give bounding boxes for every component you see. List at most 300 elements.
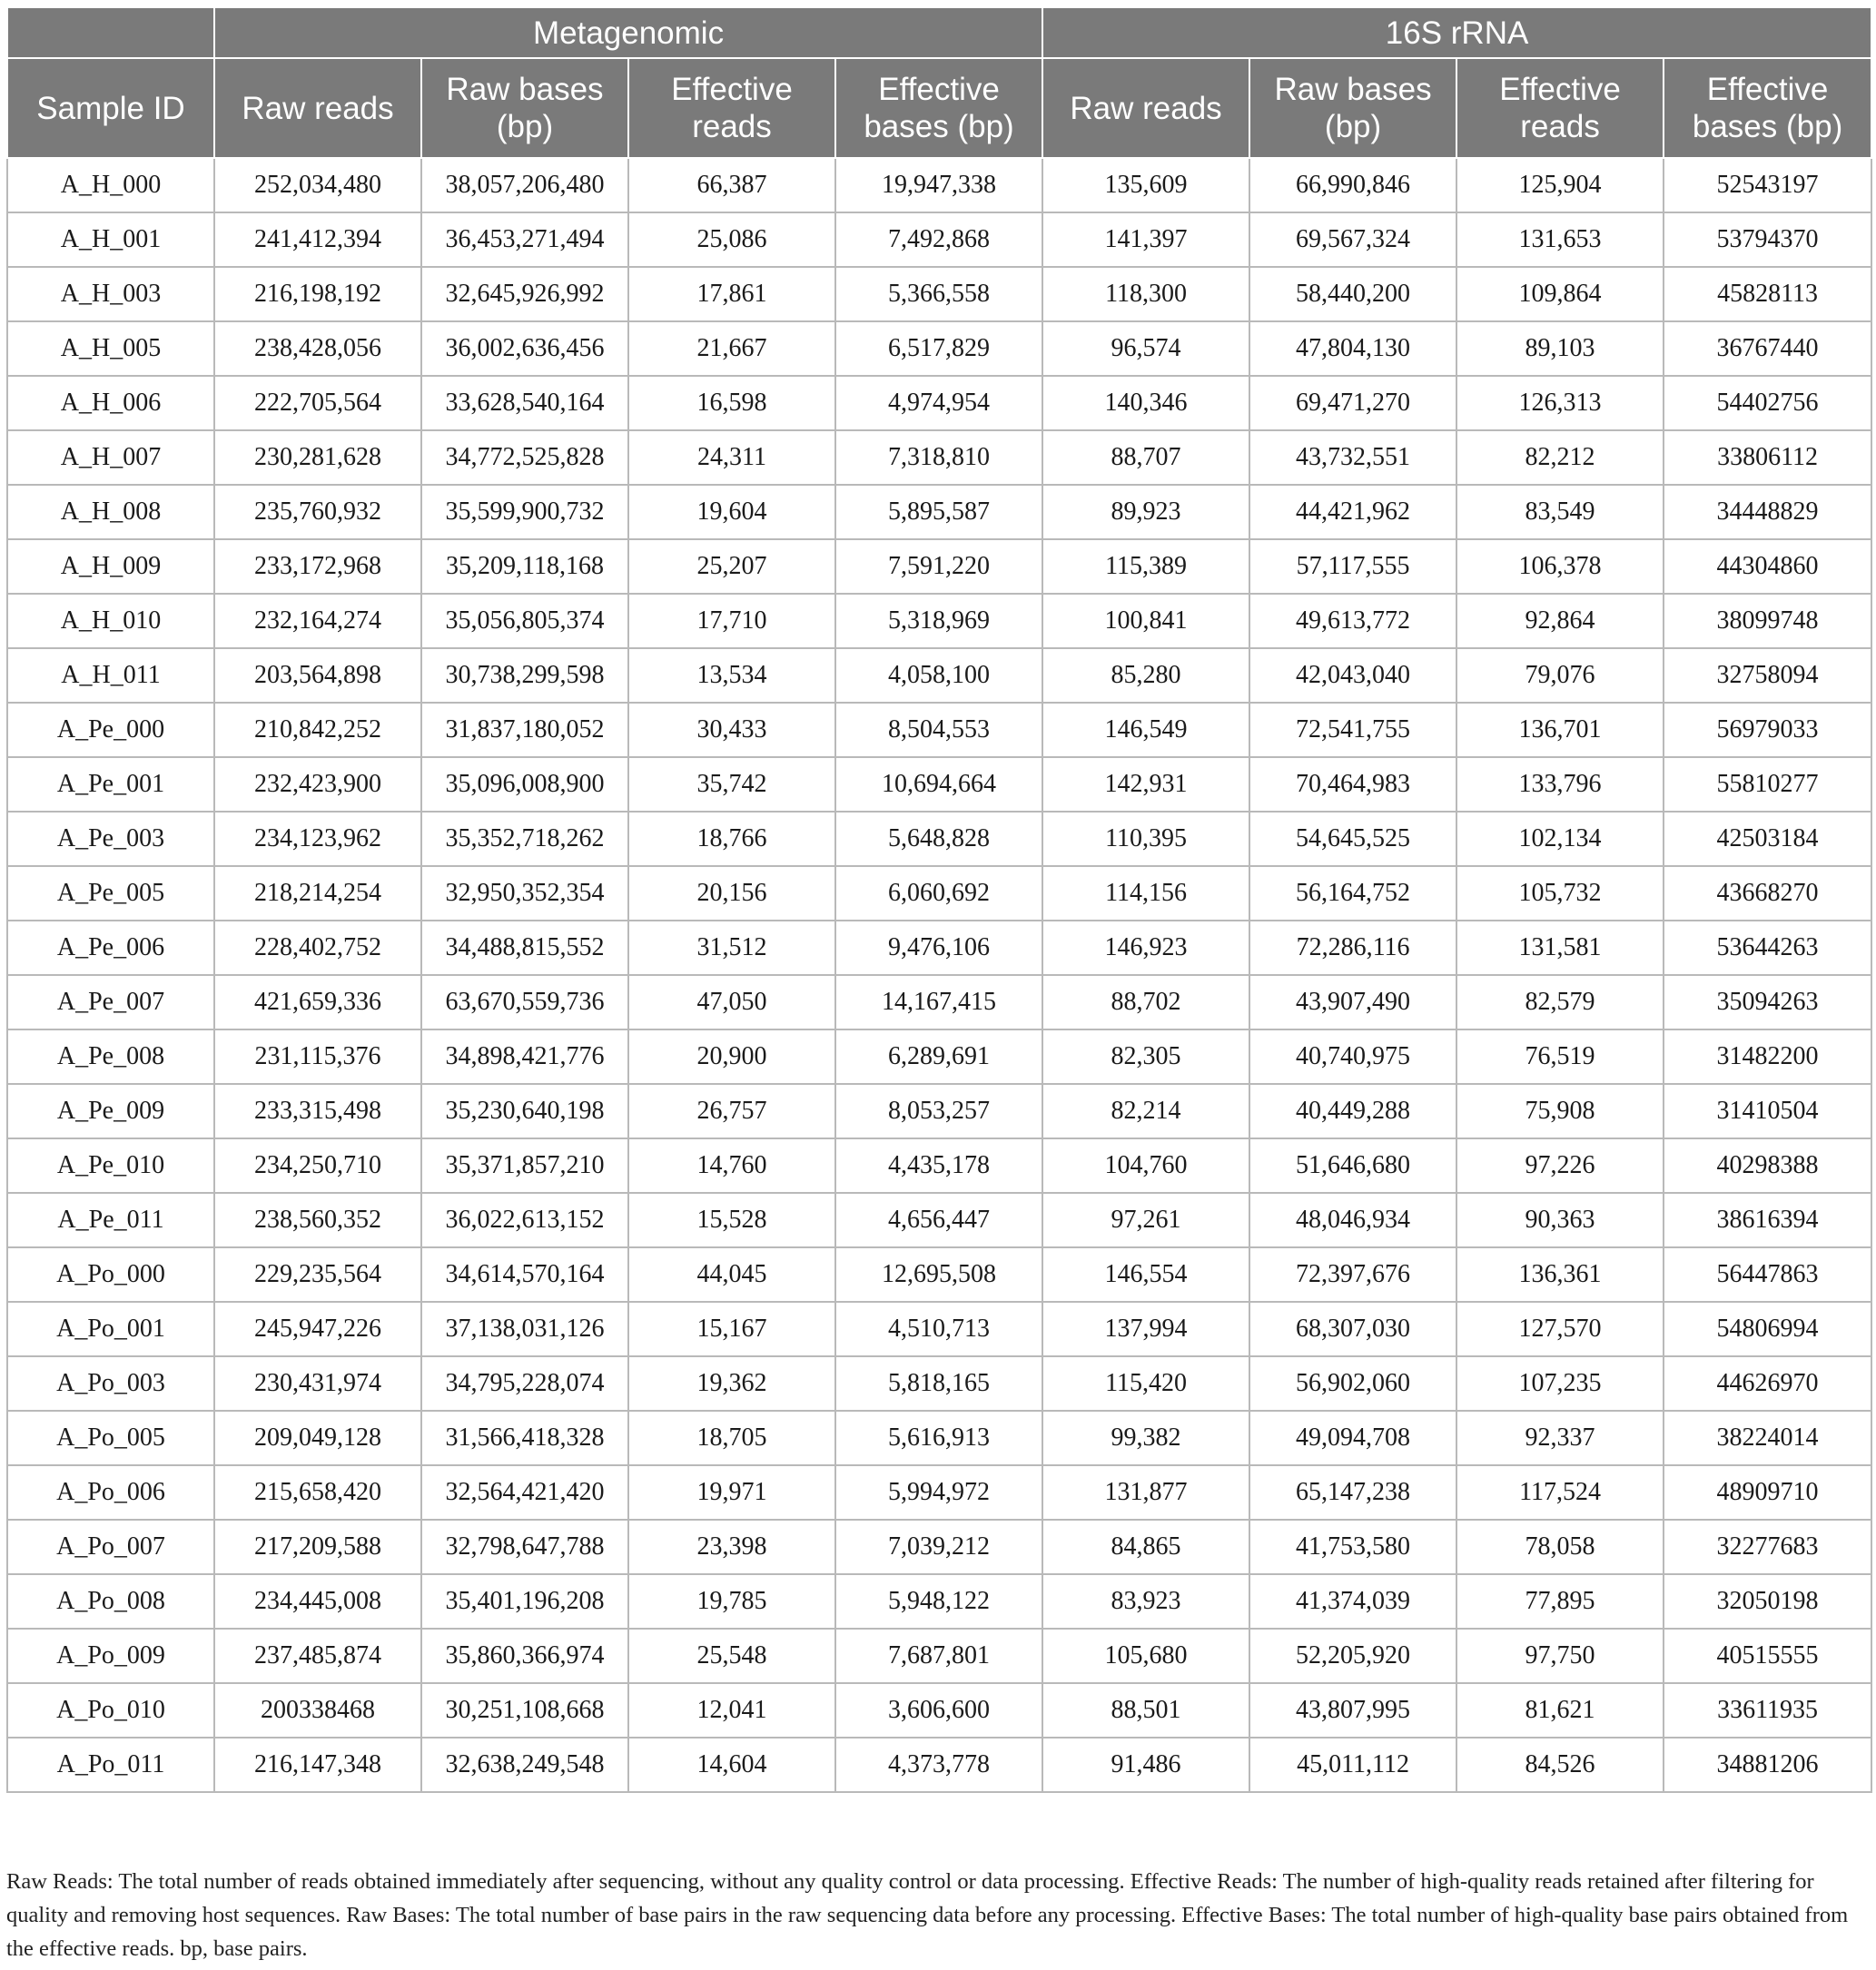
table-cell-sample-id: A_H_009 [7,539,214,594]
table-cell-meta-raw-reads: 230,431,974 [214,1356,421,1411]
table-row [7,212,1871,267]
table-cell-meta-effective-bases: 5,616,913 [835,1411,1042,1465]
table-row [7,1247,1871,1302]
table-cell-sample-id: A_Po_009 [7,1629,214,1683]
table-cell-meta-effective-reads: 25,086 [628,212,835,267]
table-cell-rrna-raw-bases: 69,567,324 [1249,212,1456,267]
table-cell-rrna-effective-reads: 102,134 [1456,812,1664,866]
table-cell-meta-raw-bases: 32,564,421,420 [421,1465,628,1520]
table-cell-rrna-raw-reads: 85,280 [1042,648,1249,703]
table-cell-rrna-raw-reads: 91,486 [1042,1738,1249,1792]
table-cell-rrna-effective-reads: 81,621 [1456,1683,1664,1738]
table-cell-meta-effective-reads: 19,362 [628,1356,835,1411]
table-cell-rrna-effective-bases: 35094263 [1664,975,1871,1029]
table-cell-meta-effective-reads: 30,433 [628,703,835,757]
table-cell-rrna-effective-reads: 92,337 [1456,1411,1664,1465]
table-cell-meta-effective-reads: 15,167 [628,1302,835,1356]
table-cell-meta-effective-bases: 7,591,220 [835,539,1042,594]
table-cell-rrna-effective-reads: 126,313 [1456,376,1664,430]
table-cell-rrna-raw-reads: 82,305 [1042,1029,1249,1084]
table-cell-sample-id: A_Pe_007 [7,975,214,1029]
column-header-meta-effective-reads: Effective reads [628,58,835,158]
table-cell-rrna-effective-bases: 32277683 [1664,1520,1871,1574]
table-row [7,866,1871,921]
table-cell-rrna-raw-reads: 137,994 [1042,1302,1249,1356]
table-cell-rrna-raw-reads: 146,549 [1042,703,1249,757]
table-cell-meta-effective-reads: 17,861 [628,267,835,321]
table-cell-rrna-raw-bases: 56,164,752 [1249,866,1456,921]
table-cell-meta-raw-reads: 209,049,128 [214,1411,421,1465]
column-header-meta-raw-reads: Raw reads [214,58,421,158]
table-cell-meta-effective-bases: 5,318,969 [835,594,1042,648]
table-cell-meta-effective-reads: 25,207 [628,539,835,594]
table-cell-meta-effective-bases: 5,895,587 [835,485,1042,539]
table-cell-rrna-raw-reads: 83,923 [1042,1574,1249,1629]
table-cell-sample-id: A_Po_001 [7,1302,214,1356]
table-cell-meta-raw-reads: 215,658,420 [214,1465,421,1520]
table-cell-meta-raw-reads: 222,705,564 [214,376,421,430]
table-row [7,1520,1871,1574]
table-cell-meta-raw-reads: 234,445,008 [214,1574,421,1629]
table-row [7,703,1871,757]
table-cell-meta-raw-reads: 200338468 [214,1683,421,1738]
table-cell-meta-effective-bases: 12,695,508 [835,1247,1042,1302]
table-row [7,757,1871,812]
table-cell-meta-effective-reads: 35,742 [628,757,835,812]
table-cell-rrna-raw-reads: 88,702 [1042,975,1249,1029]
column-header-rrna-raw-bases: Raw bases (bp) [1249,58,1456,158]
table-cell-rrna-raw-reads: 114,156 [1042,866,1249,921]
table-cell-meta-raw-reads: 231,115,376 [214,1029,421,1084]
table-cell-meta-effective-bases: 5,994,972 [835,1465,1042,1520]
table-cell-meta-effective-reads: 47,050 [628,975,835,1029]
table-cell-sample-id: A_Po_000 [7,1247,214,1302]
table-cell-meta-raw-bases: 31,837,180,052 [421,703,628,757]
table-footnote: Raw Reads: The total number of reads obtained immediately after sequencing, without any quality control or data processing. Effective Reads: The number of high-quality reads retained after filtering for quality and removing host sequences. Raw Bases: The total number of base pairs in the raw sequencing data before any processing. Effective Bases: The total number of high-quality base pairs obtained from the effective reads. bp, base pairs. [6,1869,1849,1961]
table-cell-meta-effective-bases: 4,510,713 [835,1302,1042,1356]
column-header-rrna-effective-bases: Effective bases (bp) [1664,58,1871,158]
table-cell-rrna-effective-reads: 105,732 [1456,866,1664,921]
column-header-rrna-raw-reads: Raw reads [1042,58,1249,158]
group-header-16s-rrna: 16S rRNA [1042,7,1871,58]
table-cell-meta-effective-reads: 23,398 [628,1520,835,1574]
table-cell-meta-effective-bases: 6,289,691 [835,1029,1042,1084]
table-row [7,376,1871,430]
table-cell-meta-effective-bases: 5,948,122 [835,1574,1042,1629]
table-cell-meta-raw-bases: 35,056,805,374 [421,594,628,648]
table-cell-meta-effective-reads: 12,041 [628,1683,835,1738]
table-cell-rrna-effective-reads: 76,519 [1456,1029,1664,1084]
table-cell-sample-id: A_Po_005 [7,1411,214,1465]
table-row [7,485,1871,539]
table-cell-rrna-raw-reads: 118,300 [1042,267,1249,321]
column-header-rrna-effective-reads: Effective reads [1456,58,1664,158]
table-cell-rrna-effective-bases: 38224014 [1664,1411,1871,1465]
table-cell-rrna-raw-bases: 65,147,238 [1249,1465,1456,1520]
table-cell-meta-effective-reads: 20,900 [628,1029,835,1084]
table-cell-meta-effective-bases: 14,167,415 [835,975,1042,1029]
table-container [6,6,1871,1793]
table-cell-rrna-effective-reads: 89,103 [1456,321,1664,376]
table-cell-meta-raw-reads: 421,659,336 [214,975,421,1029]
table-cell-rrna-raw-reads: 88,707 [1042,430,1249,485]
table-cell-rrna-raw-bases: 51,646,680 [1249,1138,1456,1193]
table-cell-rrna-raw-reads: 97,261 [1042,1193,1249,1247]
table-row [7,321,1871,376]
table-cell-rrna-effective-reads: 127,570 [1456,1302,1664,1356]
table-cell-sample-id: A_H_011 [7,648,214,703]
table-cell-rrna-raw-reads: 140,346 [1042,376,1249,430]
table-cell-meta-effective-bases: 4,373,778 [835,1738,1042,1792]
sequencing-stats-table [6,6,1872,1793]
table-cell-rrna-raw-bases: 49,094,708 [1249,1411,1456,1465]
table-row [7,1574,1871,1629]
table-cell-rrna-raw-reads: 100,841 [1042,594,1249,648]
table-cell-rrna-raw-reads: 135,609 [1042,158,1249,212]
table-cell-meta-effective-bases: 7,687,801 [835,1629,1042,1683]
table-cell-meta-effective-bases: 8,053,257 [835,1084,1042,1138]
table-cell-rrna-raw-reads: 115,389 [1042,539,1249,594]
table-cell-rrna-effective-reads: 136,361 [1456,1247,1664,1302]
table-cell-meta-raw-bases: 32,638,249,548 [421,1738,628,1792]
table-cell-meta-raw-reads: 216,198,192 [214,267,421,321]
table-cell-sample-id: A_Pe_003 [7,812,214,866]
table-cell-meta-effective-bases: 7,318,810 [835,430,1042,485]
table-cell-rrna-effective-reads: 78,058 [1456,1520,1664,1574]
table-cell-sample-id: A_H_007 [7,430,214,485]
table-cell-rrna-raw-bases: 57,117,555 [1249,539,1456,594]
table-cell-rrna-effective-reads: 75,908 [1456,1084,1664,1138]
table-cell-meta-effective-bases: 5,818,165 [835,1356,1042,1411]
table-cell-meta-effective-reads: 24,311 [628,430,835,485]
column-header-sample-id: Sample ID [7,58,214,158]
table-cell-rrna-raw-bases: 47,804,130 [1249,321,1456,376]
table-cell-meta-raw-reads: 234,123,962 [214,812,421,866]
table-cell-rrna-raw-bases: 54,645,525 [1249,812,1456,866]
table-row [7,1629,1871,1683]
table-cell-rrna-raw-bases: 52,205,920 [1249,1629,1456,1683]
table-body [7,158,1871,1792]
table-cell-meta-raw-bases: 35,599,900,732 [421,485,628,539]
table-cell-rrna-effective-reads: 83,549 [1456,485,1664,539]
table-cell-rrna-effective-bases: 48909710 [1664,1465,1871,1520]
table-cell-meta-raw-bases: 30,251,108,668 [421,1683,628,1738]
table-cell-meta-effective-bases: 9,476,106 [835,921,1042,975]
table-cell-meta-raw-bases: 36,002,636,456 [421,321,628,376]
table-cell-rrna-effective-bases: 56447863 [1664,1247,1871,1302]
table-cell-rrna-effective-reads: 97,750 [1456,1629,1664,1683]
group-header-metagenomic: Metagenomic [214,7,1042,58]
table-cell-meta-effective-bases: 4,435,178 [835,1138,1042,1193]
table-row [7,594,1871,648]
table-cell-rrna-raw-reads: 89,923 [1042,485,1249,539]
table-row [7,1138,1871,1193]
table-cell-meta-raw-bases: 31,566,418,328 [421,1411,628,1465]
table-cell-meta-effective-reads: 31,512 [628,921,835,975]
table-cell-meta-effective-bases: 8,504,553 [835,703,1042,757]
table-cell-rrna-effective-reads: 97,226 [1456,1138,1664,1193]
table-cell-rrna-raw-bases: 41,374,039 [1249,1574,1456,1629]
table-cell-meta-raw-reads: 245,947,226 [214,1302,421,1356]
table-cell-meta-effective-reads: 16,598 [628,376,835,430]
table-cell-rrna-raw-reads: 142,931 [1042,757,1249,812]
table-cell-rrna-effective-bases: 44304860 [1664,539,1871,594]
table-cell-rrna-effective-bases: 40298388 [1664,1138,1871,1193]
table-cell-rrna-raw-bases: 43,807,995 [1249,1683,1456,1738]
table-cell-sample-id: A_Po_003 [7,1356,214,1411]
table-cell-meta-effective-reads: 25,548 [628,1629,835,1683]
table-cell-rrna-effective-bases: 31410504 [1664,1084,1871,1138]
table-cell-meta-effective-reads: 18,705 [628,1411,835,1465]
table-row [7,539,1871,594]
table-cell-meta-effective-reads: 17,710 [628,594,835,648]
table-cell-rrna-effective-bases: 44626970 [1664,1356,1871,1411]
table-cell-meta-raw-bases: 30,738,299,598 [421,648,628,703]
table-cell-rrna-raw-reads: 88,501 [1042,1683,1249,1738]
table-cell-meta-effective-reads: 21,667 [628,321,835,376]
table-cell-sample-id: A_Po_010 [7,1683,214,1738]
table-cell-rrna-effective-reads: 79,076 [1456,648,1664,703]
column-header-meta-raw-bases: Raw bases (bp) [421,58,628,158]
table-cell-rrna-raw-reads: 99,382 [1042,1411,1249,1465]
table-row [7,1411,1871,1465]
table-cell-meta-raw-bases: 35,230,640,198 [421,1084,628,1138]
table-cell-rrna-effective-reads: 84,526 [1456,1738,1664,1792]
table-cell-meta-effective-reads: 66,387 [628,158,835,212]
table-cell-meta-raw-bases: 32,798,647,788 [421,1520,628,1574]
table-cell-sample-id: A_H_003 [7,267,214,321]
table-cell-rrna-effective-bases: 53644263 [1664,921,1871,975]
table-cell-meta-raw-bases: 34,488,815,552 [421,921,628,975]
table-cell-meta-effective-bases: 19,947,338 [835,158,1042,212]
table-cell-rrna-effective-bases: 53794370 [1664,212,1871,267]
table-row [7,1465,1871,1520]
table-cell-meta-effective-bases: 6,517,829 [835,321,1042,376]
table-cell-rrna-raw-bases: 72,286,116 [1249,921,1456,975]
table-cell-rrna-raw-bases: 44,421,962 [1249,485,1456,539]
table-cell-rrna-raw-reads: 104,760 [1042,1138,1249,1193]
table-cell-rrna-raw-bases: 69,471,270 [1249,376,1456,430]
table-row [7,1029,1871,1084]
table-cell-rrna-raw-bases: 45,011,112 [1249,1738,1456,1792]
table-cell-meta-effective-reads: 14,604 [628,1738,835,1792]
table-cell-rrna-raw-reads: 96,574 [1042,321,1249,376]
table-row [7,1084,1871,1138]
table-cell-meta-effective-reads: 44,045 [628,1247,835,1302]
table-cell-meta-raw-bases: 32,645,926,992 [421,267,628,321]
table-cell-rrna-raw-bases: 70,464,983 [1249,757,1456,812]
table-cell-meta-raw-bases: 34,772,525,828 [421,430,628,485]
table-cell-rrna-effective-bases: 31482200 [1664,1029,1871,1084]
table-cell-sample-id: A_Po_008 [7,1574,214,1629]
table-cell-rrna-raw-bases: 48,046,934 [1249,1193,1456,1247]
table-cell-rrna-effective-reads: 107,235 [1456,1356,1664,1411]
table-cell-meta-raw-bases: 36,453,271,494 [421,212,628,267]
table-cell-rrna-raw-bases: 42,043,040 [1249,648,1456,703]
table-cell-meta-effective-reads: 19,785 [628,1574,835,1629]
table-cell-meta-raw-bases: 35,352,718,262 [421,812,628,866]
table-cell-rrna-raw-bases: 40,449,288 [1249,1084,1456,1138]
table-cell-sample-id: A_H_010 [7,594,214,648]
table-cell-rrna-effective-bases: 56979033 [1664,703,1871,757]
table-cell-rrna-effective-reads: 77,895 [1456,1574,1664,1629]
table-cell-meta-effective-reads: 20,156 [628,866,835,921]
table-cell-meta-raw-bases: 34,795,228,074 [421,1356,628,1411]
table-cell-rrna-raw-reads: 146,554 [1042,1247,1249,1302]
table-cell-sample-id: A_H_008 [7,485,214,539]
table-cell-meta-effective-bases: 7,492,868 [835,212,1042,267]
table-cell-sample-id: A_Pe_005 [7,866,214,921]
table-cell-rrna-effective-bases: 38616394 [1664,1193,1871,1247]
table-cell-rrna-raw-bases: 49,613,772 [1249,594,1456,648]
table-cell-meta-raw-reads: 238,560,352 [214,1193,421,1247]
table-cell-rrna-effective-bases: 33806112 [1664,430,1871,485]
table-cell-meta-effective-reads: 19,971 [628,1465,835,1520]
table-cell-rrna-effective-bases: 54402756 [1664,376,1871,430]
table-cell-rrna-effective-reads: 131,653 [1456,212,1664,267]
table-cell-rrna-effective-bases: 40515555 [1664,1629,1871,1683]
column-header-row [7,58,1871,158]
table-row [7,158,1871,212]
table-cell-rrna-raw-bases: 72,541,755 [1249,703,1456,757]
table-cell-rrna-effective-bases: 52543197 [1664,158,1871,212]
table-cell-sample-id: A_H_006 [7,376,214,430]
table-cell-sample-id: A_Pe_001 [7,757,214,812]
table-cell-meta-raw-bases: 35,209,118,168 [421,539,628,594]
table-cell-rrna-raw-bases: 40,740,975 [1249,1029,1456,1084]
table-cell-rrna-raw-bases: 66,990,846 [1249,158,1456,212]
group-header-row [7,7,1871,58]
table-row [7,1738,1871,1792]
group-header-blank [7,7,214,58]
table-cell-meta-raw-reads: 235,760,932 [214,485,421,539]
table-cell-sample-id: A_H_000 [7,158,214,212]
table-cell-rrna-effective-reads: 92,864 [1456,594,1664,648]
table-row [7,430,1871,485]
table-cell-sample-id: A_H_005 [7,321,214,376]
table-cell-rrna-effective-bases: 34881206 [1664,1738,1871,1792]
table-cell-meta-raw-reads: 237,485,874 [214,1629,421,1683]
table-row [7,648,1871,703]
table-cell-meta-raw-reads: 232,423,900 [214,757,421,812]
table-cell-sample-id: A_Pe_011 [7,1193,214,1247]
table-cell-meta-raw-bases: 37,138,031,126 [421,1302,628,1356]
table-cell-meta-raw-reads: 230,281,628 [214,430,421,485]
table-cell-meta-raw-bases: 35,371,857,210 [421,1138,628,1193]
table-cell-rrna-effective-bases: 32758094 [1664,648,1871,703]
table-cell-meta-raw-reads: 241,412,394 [214,212,421,267]
table-cell-meta-raw-reads: 238,428,056 [214,321,421,376]
table-cell-meta-effective-reads: 13,534 [628,648,835,703]
table-cell-sample-id: A_Po_007 [7,1520,214,1574]
table-cell-rrna-raw-bases: 56,902,060 [1249,1356,1456,1411]
table-cell-meta-raw-reads: 233,315,498 [214,1084,421,1138]
table-cell-meta-raw-bases: 34,614,570,164 [421,1247,628,1302]
table-cell-meta-raw-bases: 35,860,366,974 [421,1629,628,1683]
table-cell-meta-raw-bases: 34,898,421,776 [421,1029,628,1084]
table-cell-rrna-effective-reads: 82,212 [1456,430,1664,485]
table-cell-rrna-raw-reads: 146,923 [1042,921,1249,975]
table-cell-sample-id: A_Pe_000 [7,703,214,757]
table-cell-rrna-raw-reads: 141,397 [1042,212,1249,267]
table-cell-meta-effective-reads: 18,766 [628,812,835,866]
table-cell-meta-raw-bases: 35,096,008,900 [421,757,628,812]
table-cell-rrna-effective-reads: 131,581 [1456,921,1664,975]
table-cell-rrna-effective-reads: 125,904 [1456,158,1664,212]
table-cell-meta-raw-bases: 33,628,540,164 [421,376,628,430]
table-cell-rrna-effective-bases: 36767440 [1664,321,1871,376]
table-cell-meta-effective-bases: 4,974,954 [835,376,1042,430]
table-cell-meta-raw-bases: 38,057,206,480 [421,158,628,212]
table-cell-rrna-effective-reads: 117,524 [1456,1465,1664,1520]
table-cell-sample-id: A_Pe_006 [7,921,214,975]
table-cell-rrna-raw-reads: 110,395 [1042,812,1249,866]
table-cell-rrna-effective-reads: 136,701 [1456,703,1664,757]
table-cell-sample-id: A_Pe_010 [7,1138,214,1193]
table-cell-meta-raw-reads: 210,842,252 [214,703,421,757]
table-row [7,267,1871,321]
table-cell-meta-raw-reads: 234,250,710 [214,1138,421,1193]
table-cell-rrna-effective-reads: 109,864 [1456,267,1664,321]
table-cell-rrna-raw-reads: 82,214 [1042,1084,1249,1138]
column-header-meta-effective-bases: Effective bases (bp) [835,58,1042,158]
table-cell-meta-raw-reads: 216,147,348 [214,1738,421,1792]
table-cell-meta-effective-bases: 5,648,828 [835,812,1042,866]
table-row [7,1683,1871,1738]
table-cell-rrna-raw-bases: 68,307,030 [1249,1302,1456,1356]
table-cell-meta-raw-bases: 36,022,613,152 [421,1193,628,1247]
table-cell-rrna-raw-bases: 43,907,490 [1249,975,1456,1029]
table-cell-rrna-effective-bases: 43668270 [1664,866,1871,921]
table-cell-rrna-raw-bases: 43,732,551 [1249,430,1456,485]
table-cell-meta-effective-bases: 10,694,664 [835,757,1042,812]
table-cell-rrna-effective-bases: 34448829 [1664,485,1871,539]
table-cell-meta-effective-bases: 4,058,100 [835,648,1042,703]
table-cell-rrna-raw-reads: 105,680 [1042,1629,1249,1683]
table-cell-meta-effective-bases: 7,039,212 [835,1520,1042,1574]
table-cell-meta-raw-reads: 232,164,274 [214,594,421,648]
table-cell-rrna-raw-bases: 41,753,580 [1249,1520,1456,1574]
table-cell-sample-id: A_H_001 [7,212,214,267]
table-cell-rrna-effective-reads: 133,796 [1456,757,1664,812]
table-cell-meta-effective-bases: 4,656,447 [835,1193,1042,1247]
table-cell-meta-raw-reads: 252,034,480 [214,158,421,212]
table-cell-sample-id: A_Pe_009 [7,1084,214,1138]
table-cell-meta-raw-reads: 203,564,898 [214,648,421,703]
table-cell-meta-raw-reads: 233,172,968 [214,539,421,594]
table-cell-meta-raw-reads: 218,214,254 [214,866,421,921]
table-cell-rrna-effective-bases: 32050198 [1664,1574,1871,1629]
table-cell-rrna-effective-bases: 55810277 [1664,757,1871,812]
table-cell-meta-effective-reads: 26,757 [628,1084,835,1138]
table-cell-meta-raw-reads: 217,209,588 [214,1520,421,1574]
table-cell-rrna-effective-bases: 33611935 [1664,1683,1871,1738]
table-cell-sample-id: A_Po_011 [7,1738,214,1792]
table-cell-rrna-effective-bases: 42503184 [1664,812,1871,866]
table-cell-meta-effective-bases: 5,366,558 [835,267,1042,321]
table-cell-rrna-effective-reads: 106,378 [1456,539,1664,594]
table-cell-rrna-raw-bases: 72,397,676 [1249,1247,1456,1302]
table-cell-meta-raw-reads: 228,402,752 [214,921,421,975]
table-row [7,1193,1871,1247]
table-cell-meta-effective-reads: 14,760 [628,1138,835,1193]
table-cell-sample-id: A_Pe_008 [7,1029,214,1084]
table-cell-meta-effective-reads: 15,528 [628,1193,835,1247]
table-cell-rrna-effective-bases: 54806994 [1664,1302,1871,1356]
table-cell-rrna-raw-reads: 84,865 [1042,1520,1249,1574]
table-cell-rrna-effective-bases: 38099748 [1664,594,1871,648]
table-row [7,1356,1871,1411]
